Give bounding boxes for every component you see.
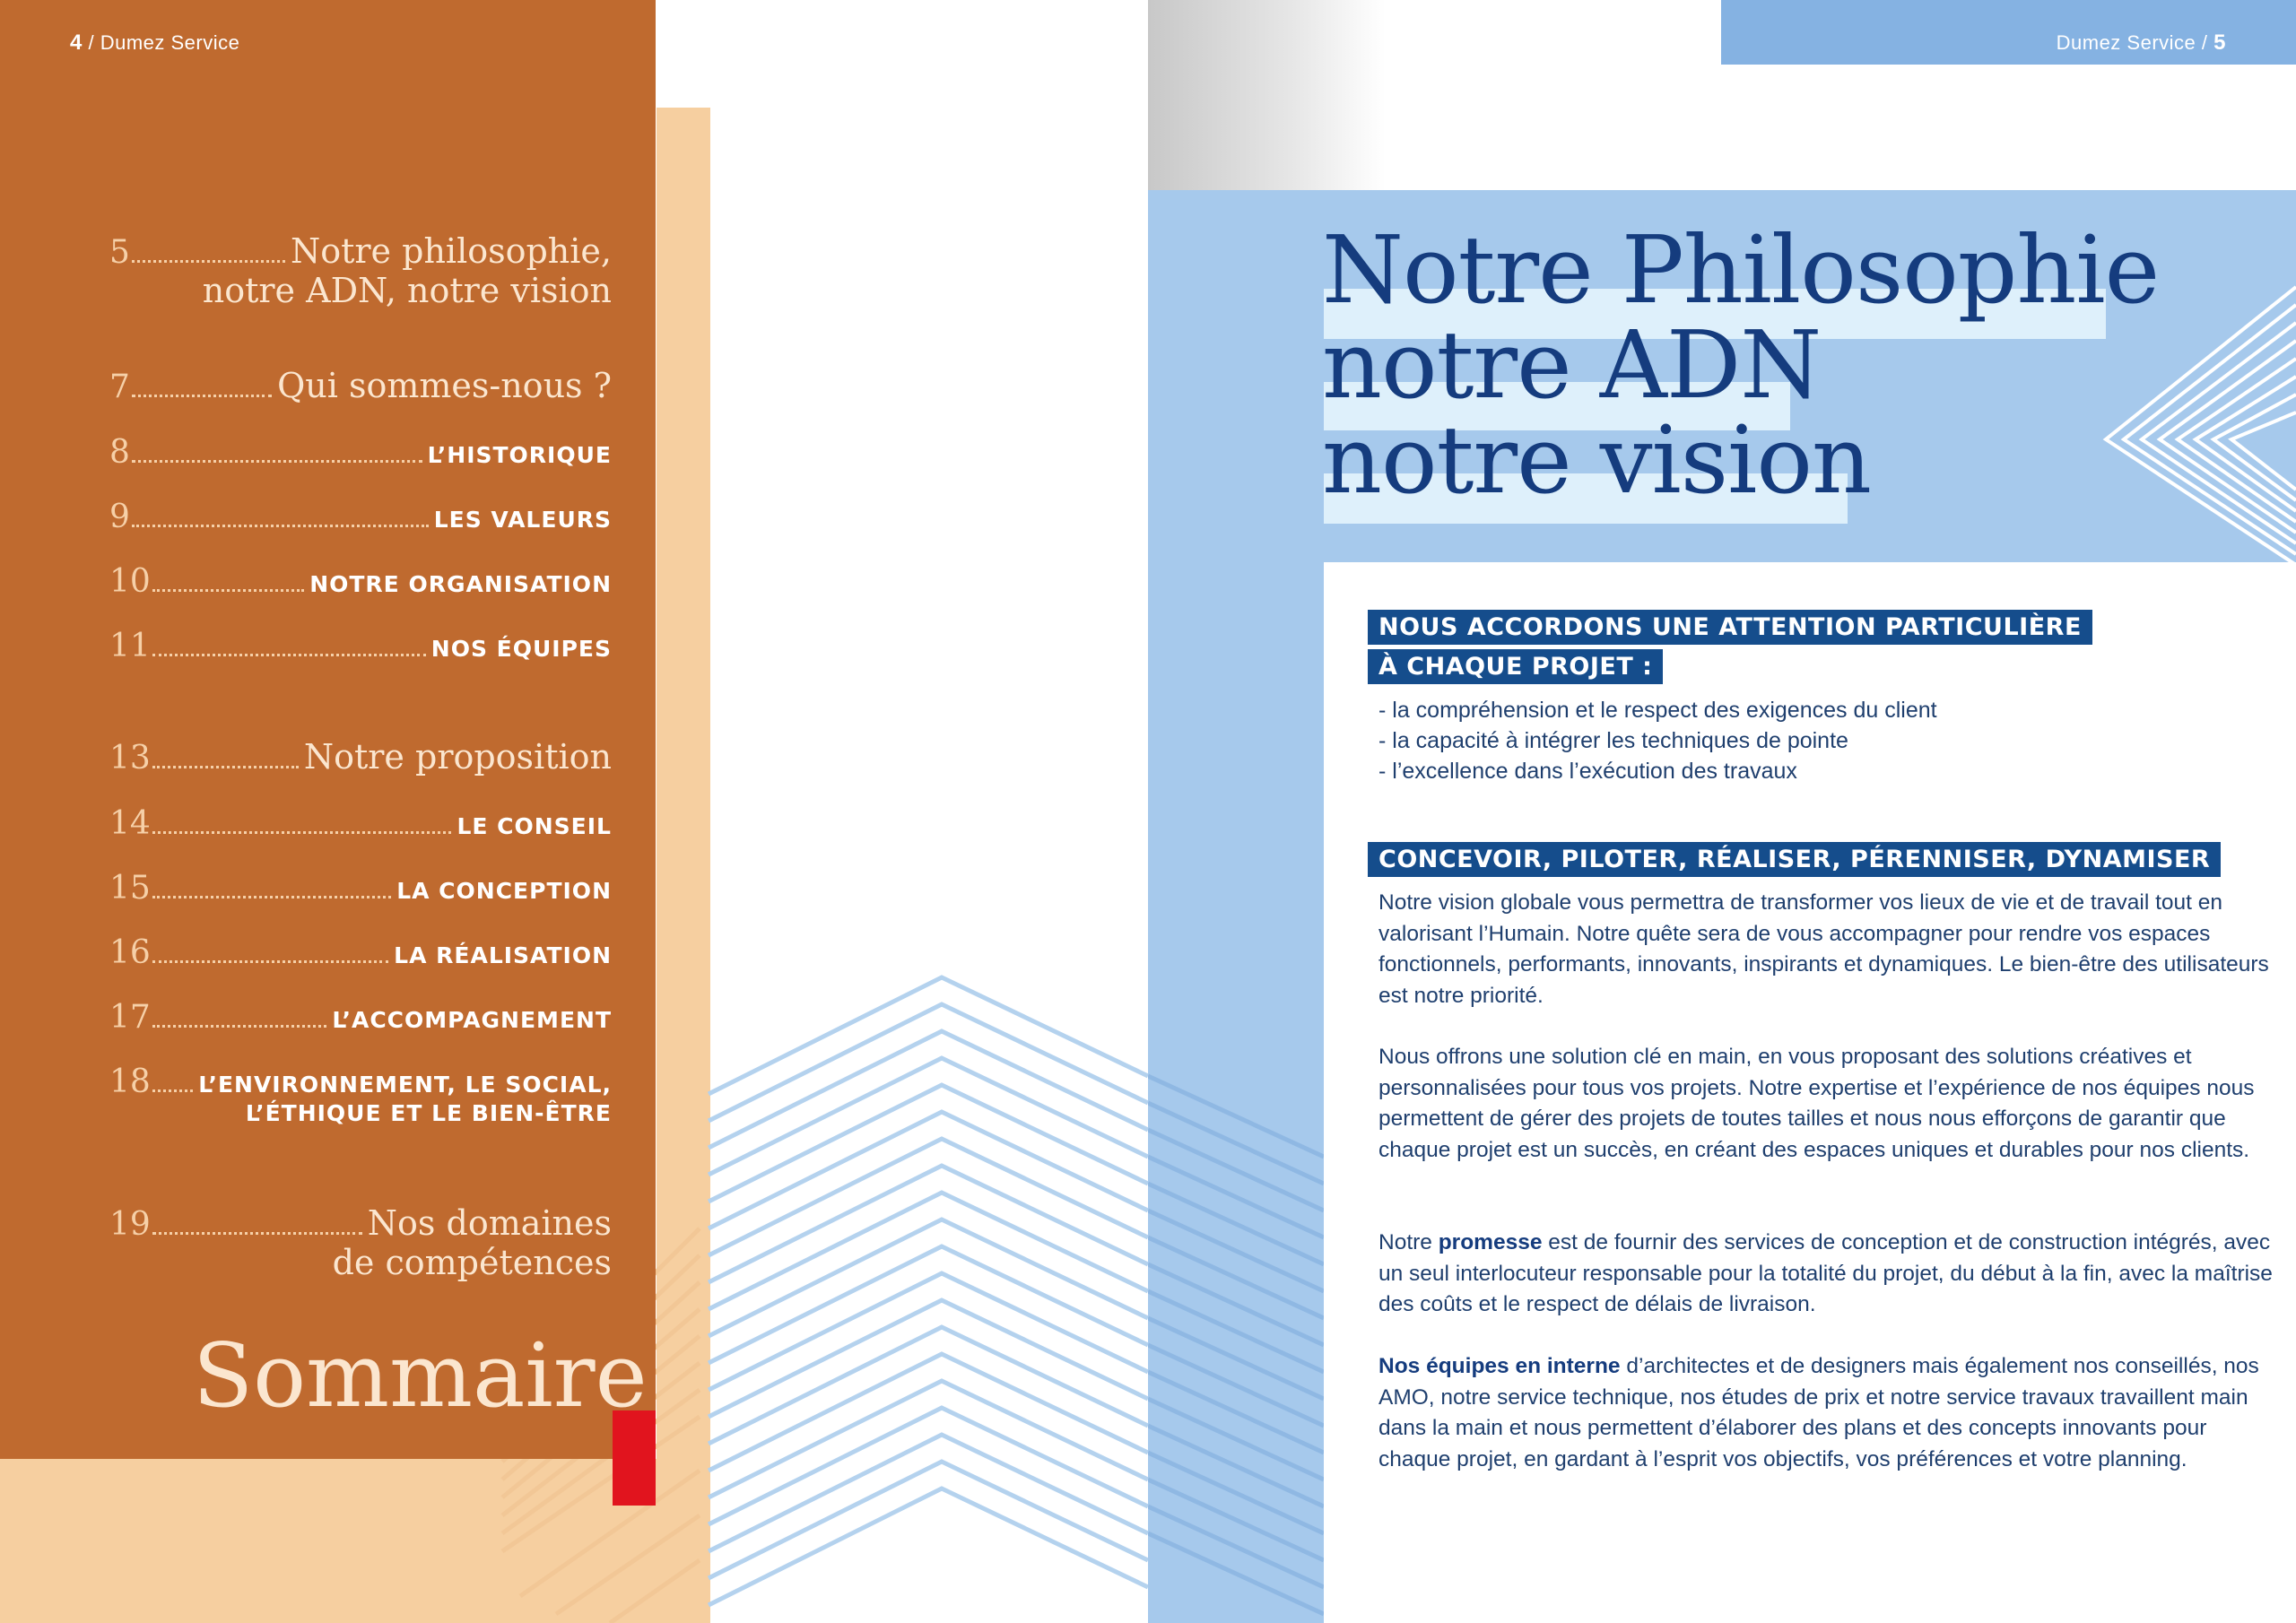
- toc-title-line2: de compétences: [332, 1243, 612, 1282]
- toc-entry[interactable]: [109, 1203, 612, 1243]
- toc-page-number: 10: [109, 563, 151, 600]
- toc-entry[interactable]: [109, 366, 612, 405]
- toc-title: LA CONCEPTION: [396, 878, 612, 904]
- emphasis-text: promesse: [1438, 1230, 1543, 1254]
- toc-title: NOS ÉQUIPES: [430, 636, 612, 662]
- toc-page-number: 7: [109, 369, 130, 405]
- toc-leader-dots: [132, 395, 272, 397]
- paragraph: Notre vision globale vous permettra de transformer vos lieux de vie et de travail tout en valorisant l’Humain. Notre quête sera de vous accompagner pour rendre vos espaces fonctionnels, performants, innovants, inspirants et dynamiques. Le bien-être des utilisateurs est notre priorité.: [1378, 890, 2269, 1008]
- toc-entry[interactable]: [109, 628, 612, 664]
- paragraph: Nous offrons une solution clé en main, en vous proposant des solutions créatives et personnalisées pour tous vos projets. Notre expertise et l’expérience de nos équipes nous permettent de gérer des projets de toutes tailles et nous nous efforçons de garantir que chaque projet est un succès, en créant des espaces uniques et durables pour nos clients.: [1378, 1045, 2255, 1162]
- toc-title: NOTRE ORGANISATION: [309, 571, 612, 597]
- toc-title: Notre proposition: [303, 737, 612, 777]
- bullet-list: [1378, 695, 1937, 786]
- toc-entry[interactable]: [109, 1063, 612, 1100]
- toc-entry[interactable]: [109, 563, 612, 600]
- paragraph-text: Notre: [1378, 1230, 1439, 1254]
- toc-entry[interactable]: [109, 805, 612, 842]
- toc-leader-dots: [152, 766, 299, 768]
- page-title-line: Notre Philosophie: [1322, 215, 2160, 325]
- toc-leader-dots: [152, 1025, 327, 1028]
- paragraph: [1378, 1351, 2275, 1475]
- toc-leader-dots: [152, 1232, 362, 1235]
- section-tag: NOUS ACCORDONS UNE ATTENTION PARTICULIÈRE: [1368, 610, 2092, 645]
- toc-leader-dots: [132, 260, 285, 263]
- toc-page-number: 18: [109, 1063, 151, 1100]
- toc-page-number: 15: [109, 870, 151, 907]
- bullet-item: - la capacité à intégrer les techniques de pointe: [1378, 728, 1848, 753]
- section-tag: CONCEVOIR, PILOTER, RÉALISER, PÉRENNISER, DYNAMISER: [1368, 842, 2221, 877]
- toc-page-number: 5: [109, 234, 130, 271]
- paragraph-text: d’architectes et de designers mais également nos conseillés, nos AMO, notre service technique, nos études de prix et notre service travaux travaillent main dans la main et nous permettent d’élaborer des plans et des concepts innovants pour chaque projet, en gardant à l’esprit vos objectifs, vos préférences et votre planning.: [1378, 1354, 2259, 1471]
- toc-leader-dots: [132, 525, 429, 527]
- section-tag: À CHAQUE PROJET :: [1368, 649, 1663, 684]
- toc-page-number: 19: [109, 1206, 151, 1243]
- toc-title: LES VALEURS: [433, 507, 612, 533]
- toc-leader-dots: [152, 589, 304, 592]
- toc-entry[interactable]: [109, 934, 612, 971]
- page-title-line: notre ADN: [1322, 310, 1822, 420]
- folio-right: [2057, 30, 2226, 56]
- toc-leader-dots: [152, 896, 391, 898]
- toc-entry[interactable]: [109, 434, 612, 471]
- toc-title: LA RÉALISATION: [394, 942, 612, 968]
- toc-title: LE CONSEIL: [457, 813, 612, 839]
- bullet-item: - l’excellence dans l’exécution des travaux: [1378, 759, 1797, 784]
- toc-page-number: 16: [109, 934, 151, 971]
- toc-page-number: 8: [109, 434, 130, 471]
- strip-lines-graphic: [1148, 968, 1324, 1623]
- paragraph: [1378, 1228, 2275, 1321]
- emphasis-text: Nos équipes en interne: [1378, 1354, 1621, 1378]
- toc-leader-dots: [152, 1089, 193, 1092]
- toc-page-number: 11: [109, 628, 151, 664]
- page-title-line: notre vision: [1322, 405, 1871, 515]
- toc-entry[interactable]: [109, 231, 612, 271]
- folio-left-text: / Dumez Service: [88, 31, 240, 54]
- gray-gradient-block: [1148, 0, 1386, 190]
- toc-page-number: 9: [109, 499, 130, 535]
- toc-leader-dots: [132, 460, 422, 463]
- toc-title: L’ENVIRONNEMENT, LE SOCIAL,: [198, 1072, 612, 1098]
- toc-title: L’ACCOMPAGNEMENT: [332, 1007, 612, 1033]
- toc-title: L’HISTORIQUE: [427, 442, 612, 468]
- page-number-left: 4: [70, 30, 83, 55]
- folio-right-text: Dumez Service /: [2056, 31, 2208, 54]
- toc-entry[interactable]: [109, 737, 612, 777]
- toc-title-line2: notre ADN, notre vision: [202, 271, 612, 310]
- bullet-item: - la compréhension et le respect des exigences du client: [1378, 698, 1937, 723]
- toc-leader-dots: [152, 831, 452, 834]
- toc-leader-dots: [152, 960, 388, 963]
- folio-left: [70, 30, 239, 56]
- paragraph-text: est de fournir des services de conception et de construction intégrés, avec un seul interlocuteur responsable pour la totalité du projet, du début à la fin, avec la maîtrise des coûts et le respect de délais de livraison.: [1378, 1230, 2273, 1316]
- toc-title: Qui sommes-nous ?: [277, 366, 612, 405]
- toc-leader-dots: [152, 654, 426, 656]
- toc-title-line2: L’ÉTHIQUE ET LE BIEN-ÊTRE: [245, 1100, 612, 1126]
- toc-title: Nos domaines: [367, 1203, 612, 1243]
- toc-entry[interactable]: [109, 870, 612, 907]
- toc-entry[interactable]: [109, 999, 612, 1036]
- toc-page-number: 17: [109, 999, 151, 1036]
- page-number-right: 5: [2213, 30, 2226, 55]
- sommaire-heading: Sommaire: [193, 1325, 648, 1428]
- toc-page-number: 14: [109, 805, 151, 842]
- toc-title: Notre philosophie,: [290, 231, 612, 271]
- toc-page-number: 13: [109, 740, 151, 777]
- toc-entry[interactable]: [109, 499, 612, 535]
